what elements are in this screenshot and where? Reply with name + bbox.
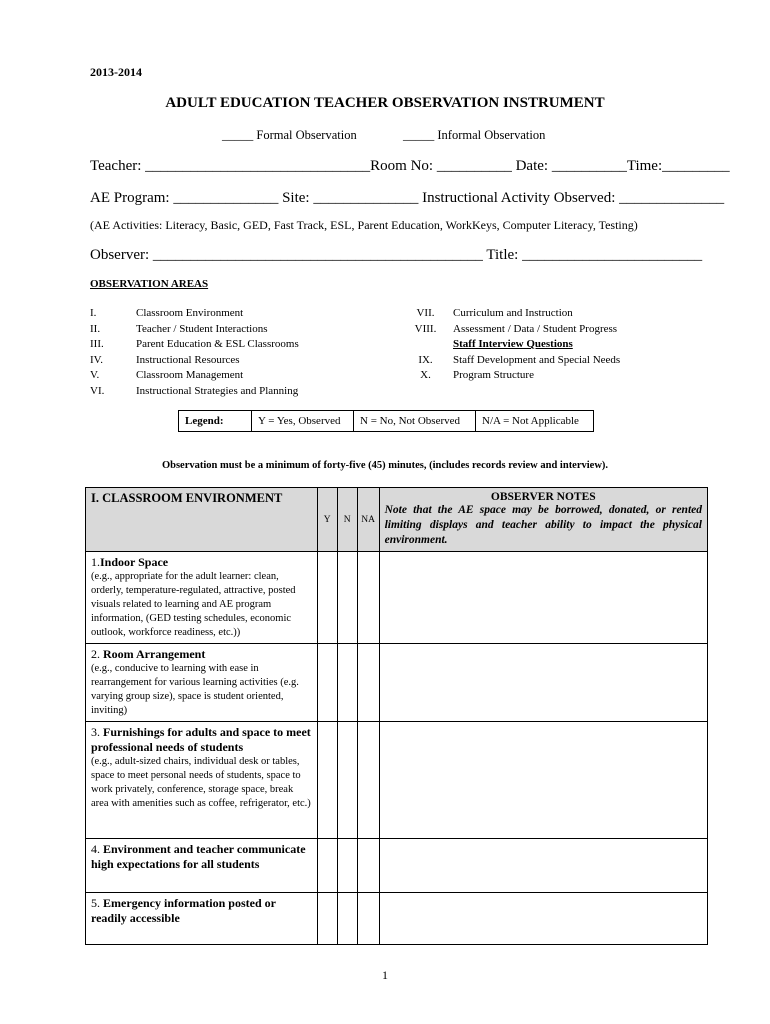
area-num: VI. xyxy=(90,384,105,397)
observer-notes-title: OBSERVER NOTES xyxy=(490,491,596,503)
y-checkbox-cell[interactable] xyxy=(317,644,337,722)
item-title xyxy=(91,896,312,926)
staff-interview-questions-label: Staff Interview Questions xyxy=(453,338,573,350)
item-title xyxy=(91,555,312,570)
item-title xyxy=(91,725,312,755)
table-row xyxy=(86,722,708,839)
page-number: 1 xyxy=(382,968,388,982)
item-title-text: Emergency information posted or readily accessible xyxy=(91,896,276,925)
n-checkbox-cell[interactable] xyxy=(337,644,357,722)
n-checkbox-cell[interactable] xyxy=(337,893,357,945)
area-label: Instructional Resources xyxy=(136,353,240,366)
item-cell xyxy=(86,722,318,839)
observation-areas-heading: OBSERVATION AREAS xyxy=(90,278,209,290)
item-cell xyxy=(86,552,318,644)
area-label: Teacher / Student Interactions xyxy=(136,322,268,335)
area-item xyxy=(90,306,299,322)
item-cell xyxy=(86,893,318,945)
item-cell xyxy=(86,644,318,722)
document-title: ADULT EDUCATION TEACHER OBSERVATION INSTRUMENT xyxy=(165,95,605,111)
area-label: Staff Development and Special Needs xyxy=(453,353,621,366)
table-row xyxy=(86,552,708,644)
area-item xyxy=(90,384,299,400)
area-item xyxy=(90,368,299,384)
y-checkbox-cell[interactable] xyxy=(317,893,337,945)
table-row xyxy=(86,839,708,893)
item-number: 2. xyxy=(91,647,100,661)
observation-areas-right xyxy=(398,306,620,384)
area-num: IX. xyxy=(418,353,433,366)
teacher-room-date-time-line: Teacher: ______________________________Room No: __________ Date: __________Time:_________ xyxy=(90,158,730,174)
area-label: Curriculum and Instruction xyxy=(453,307,573,319)
observer-notes-instruction: Note that the AE space may be borrowed, donated, or rented limiting displays and teacher ability to impact the physical environment. xyxy=(384,504,702,546)
col-y-header: Y xyxy=(317,488,337,552)
na-checkbox-cell[interactable] xyxy=(357,839,379,893)
area-num: VII. xyxy=(416,307,435,319)
area-item xyxy=(90,353,299,369)
table-header-row xyxy=(86,488,708,552)
y-checkbox-cell[interactable] xyxy=(317,839,337,893)
area-label: Classroom Environment xyxy=(136,307,244,319)
observer-notes-cell[interactable] xyxy=(379,893,707,945)
observer-notes-cell[interactable] xyxy=(379,722,707,839)
n-checkbox-cell[interactable] xyxy=(337,552,357,644)
item-title-text: Furnishings for adults and space to meet professional needs of students xyxy=(91,725,311,754)
area-item xyxy=(398,306,620,322)
item-title-text: Indoor Space xyxy=(100,555,169,569)
col-na-header: NA xyxy=(357,488,379,552)
school-year: 2013-2014 xyxy=(90,65,142,79)
na-checkbox-cell[interactable] xyxy=(357,893,379,945)
area-item xyxy=(398,353,620,369)
formal-observation-field: _____ Formal Observation xyxy=(222,128,357,142)
area-num: I. xyxy=(90,307,97,319)
item-title xyxy=(91,842,312,872)
area-item xyxy=(398,337,620,353)
informal-observation-field: _____ Informal Observation xyxy=(403,128,546,142)
area-item xyxy=(398,322,620,338)
item-description: (e.g., adult-sized chairs, individual desk or tables, space to meet personal needs of students, space to work privately, conference, storage space, break area with amenities such as coffee, refrigerator, etc.) xyxy=(91,756,311,809)
area-label: Program Structure xyxy=(453,369,534,381)
area-item xyxy=(398,368,620,384)
area-num: III. xyxy=(90,338,104,350)
ae-activities-note: (AE Activities: Literacy, Basic, GED, Fast Track, ESL, Parent Education, WorkKeys, Computer Literacy, Testing) xyxy=(90,218,638,232)
item-number: 5. xyxy=(91,896,100,910)
observer-title-line: Observer: ____________________________________________ Title: ________________________ xyxy=(90,247,703,263)
table-row xyxy=(86,644,708,722)
n-checkbox-cell[interactable] xyxy=(337,722,357,839)
y-checkbox-cell[interactable] xyxy=(317,552,337,644)
program-site-activity-line: AE Program: ______________ Site: ______________ Instructional Activity Observed: ______________ xyxy=(90,190,725,206)
na-checkbox-cell[interactable] xyxy=(357,552,379,644)
area-num: II. xyxy=(90,322,101,335)
area-num: X. xyxy=(420,369,431,381)
observer-notes-cell[interactable] xyxy=(379,644,707,722)
n-checkbox-cell[interactable] xyxy=(337,839,357,893)
col-n-header: N xyxy=(337,488,357,552)
area-label: Parent Education & ESL Classrooms xyxy=(136,338,299,350)
area-item xyxy=(90,337,299,353)
legend-label: Legend: xyxy=(179,411,252,431)
na-checkbox-cell[interactable] xyxy=(357,644,379,722)
item-cell xyxy=(86,839,318,893)
minimum-duration-note: Observation must be a minimum of forty-five (45) minutes, (includes records review and interview). xyxy=(161,460,609,471)
observer-notes-header xyxy=(379,488,707,552)
legend-no: N = No, Not Observed xyxy=(354,411,476,431)
observer-notes-cell[interactable] xyxy=(379,552,707,644)
item-title xyxy=(91,647,312,662)
section-title-cell xyxy=(86,488,318,552)
area-label: Assessment / Data / Student Progress xyxy=(453,322,618,335)
table-row xyxy=(86,893,708,945)
item-description: (e.g., conducive to learning with ease in rearrangement for various learning activities (e.g. varying group size), space is student oriented, inviting) xyxy=(91,663,299,716)
item-number: 3. xyxy=(91,725,100,739)
item-number: 1. xyxy=(91,555,100,569)
area-item xyxy=(90,322,299,338)
area-label: Instructional Strategies and Planning xyxy=(136,384,299,397)
y-checkbox-cell[interactable] xyxy=(317,722,337,839)
section-title: I. CLASSROOM ENVIRONMENT xyxy=(91,491,283,505)
legend-box xyxy=(178,410,594,432)
area-label: Classroom Management xyxy=(136,369,244,381)
legend-yes: Y = Yes, Observed xyxy=(252,411,354,431)
area-num: VIII. xyxy=(414,322,437,335)
item-description: (e.g., appropriate for the adult learner: clean, orderly, temperature-regulated, attractive, posted visuals related to learning and AE program information, (GED testing schedules, economic outlook, workforce readiness, etc.)) xyxy=(91,571,296,638)
item-title-text: Environment and teacher communicate high expectations for all students xyxy=(91,842,306,871)
item-title-text: Room Arrangement xyxy=(103,647,206,661)
na-checkbox-cell[interactable] xyxy=(357,722,379,839)
area-num: IV. xyxy=(90,353,103,366)
classroom-environment-table xyxy=(85,487,708,945)
area-num: V. xyxy=(90,369,100,381)
observation-areas-left xyxy=(90,306,299,399)
item-number: 4. xyxy=(91,842,100,856)
legend-na: N/A = Not Applicable xyxy=(482,415,579,427)
observer-notes-cell[interactable] xyxy=(379,839,707,893)
